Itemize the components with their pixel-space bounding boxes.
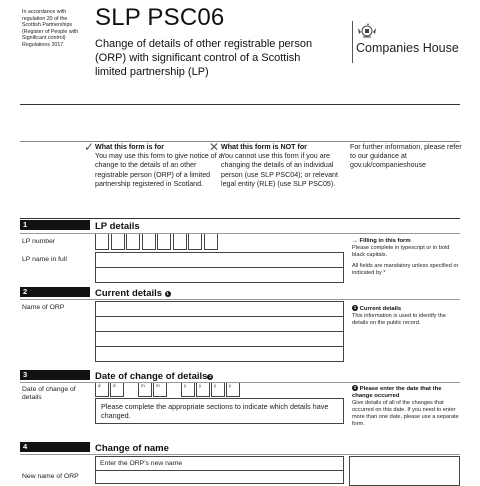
section-3-title: Date of change of details 2 [95,371,212,382]
form-not-for-title: What this form is NOT for [221,143,307,151]
section-2-number: 2 [20,287,90,297]
name-of-orp-label: Name of ORP [22,304,65,311]
filling-text: Please complete in typescript or in bold black capitals. [352,245,450,258]
lp-name-label: LP name in full [22,256,67,263]
section-4-sub-rule [20,454,460,455]
date-note-spacer [349,383,460,384]
orp-name-input-line3[interactable] [95,331,344,347]
new-name-label: New name of ORP [22,473,79,480]
section-4-title: Change of name [95,443,169,454]
section-4-note-box [349,456,460,486]
lp-number-cell[interactable] [188,234,202,250]
section-1-rule [20,218,460,219]
date-cell[interactable] [153,383,167,397]
orp-name-input-line4[interactable] [95,346,344,362]
tick-icon: ✓ [84,140,95,154]
lp-number-cell[interactable] [204,234,218,250]
section-1-title: LP details [95,221,140,232]
date-cell[interactable] [211,383,225,397]
orp-name-input-line2[interactable] [95,316,344,332]
date-cell[interactable] [110,383,124,397]
current-details-note: 1 Current details This information is used to identify the details on the public record. [352,305,446,326]
further-info: For further information, please refer to our guidance at gov.uk/companieshouse [350,143,462,170]
lp-number-cell[interactable] [173,234,187,250]
date-cell[interactable] [196,383,210,397]
cross-icon: ✕ [209,140,220,154]
form-for-title: What this form is for [95,143,164,151]
filling-title: → Filling in this form [352,238,411,244]
mandatory-text: All fields are mandatory unless specified or indicated by * [352,263,459,276]
date-cell-label: y [214,383,217,388]
date-cell-label: d [113,383,116,388]
lp-number-cell[interactable] [111,234,125,250]
date-cell-label: m [141,383,145,388]
lp-number-label: LP number [22,238,56,245]
date-cell[interactable] [226,383,240,397]
lp-number-cell[interactable] [142,234,156,250]
section-4-instruction: Enter the ORP's new name [95,456,344,471]
note-marker-2-side: 2 [353,385,357,390]
date-of-change-label: Date of change of details [22,386,76,401]
date-note: 2 Please enter the date that the change occurred Give details of all of the changes that occurred on this date. If you need to enter more than one date, please use a separate form. [352,385,459,427]
section-2-sub-rule [20,299,460,300]
date-cell-label: m [156,383,160,388]
note-marker-2: 2 [209,374,212,379]
form-not-for-block [221,143,346,189]
form-code: SLP PSC06 [95,4,225,31]
crest-icon [356,22,378,40]
filling-note [352,238,460,277]
regulation-note: In accordance with regulation 20 of the Scottish Partnerships (Register of People with Significant control) Regulations 2017. [22,9,79,48]
section-3-number: 3 [20,370,90,380]
orp-name-input-line1[interactable] [95,301,344,317]
lp-name-input-line2[interactable] [95,267,344,283]
date-cell-label: y [229,383,232,388]
form-for-text: You may use this form to give notice of a change to the details of an other registrable person (ORP) of a limited partnership registered in Scotland. [95,152,223,188]
section-1-number: 1 [20,220,90,230]
section-2-title: Current details 1 [95,288,169,299]
note-marker-1: 1 [166,291,169,296]
date-cell-label: d [98,383,101,388]
date-cell[interactable] [95,383,109,397]
form-for-block [95,143,225,189]
new-name-input[interactable] [95,470,344,484]
date-cell[interactable] [138,383,152,397]
date-cell-label: y [184,383,187,388]
form-title: Change of details of other registrable person (ORP) with significant control of a Scottish limited partnership (LP) [95,38,313,78]
lp-number-cell[interactable] [126,234,140,250]
date-cell[interactable] [181,383,195,397]
org-name: Companies House [356,41,459,55]
lp-number-cell[interactable] [157,234,171,250]
lp-number-cell[interactable] [95,234,109,250]
section-4-number: 4 [20,442,90,452]
header-rule [20,104,460,105]
lp-name-input-line1[interactable] [95,252,344,268]
section-3-instruction: Please complete the appropriate sections to indicate which details have changed. [95,398,344,424]
logo-divider [352,21,353,63]
date-cell-label: y [199,383,202,388]
note-marker-1-side: 1 [353,305,357,310]
form-not-for-text: You cannot use this form if you are changing the details of an individual person (use SLP PSC04); or relevant legal entity (RLE) (use SLP PSC05). [221,152,338,188]
section-1-sub-rule [20,233,460,234]
